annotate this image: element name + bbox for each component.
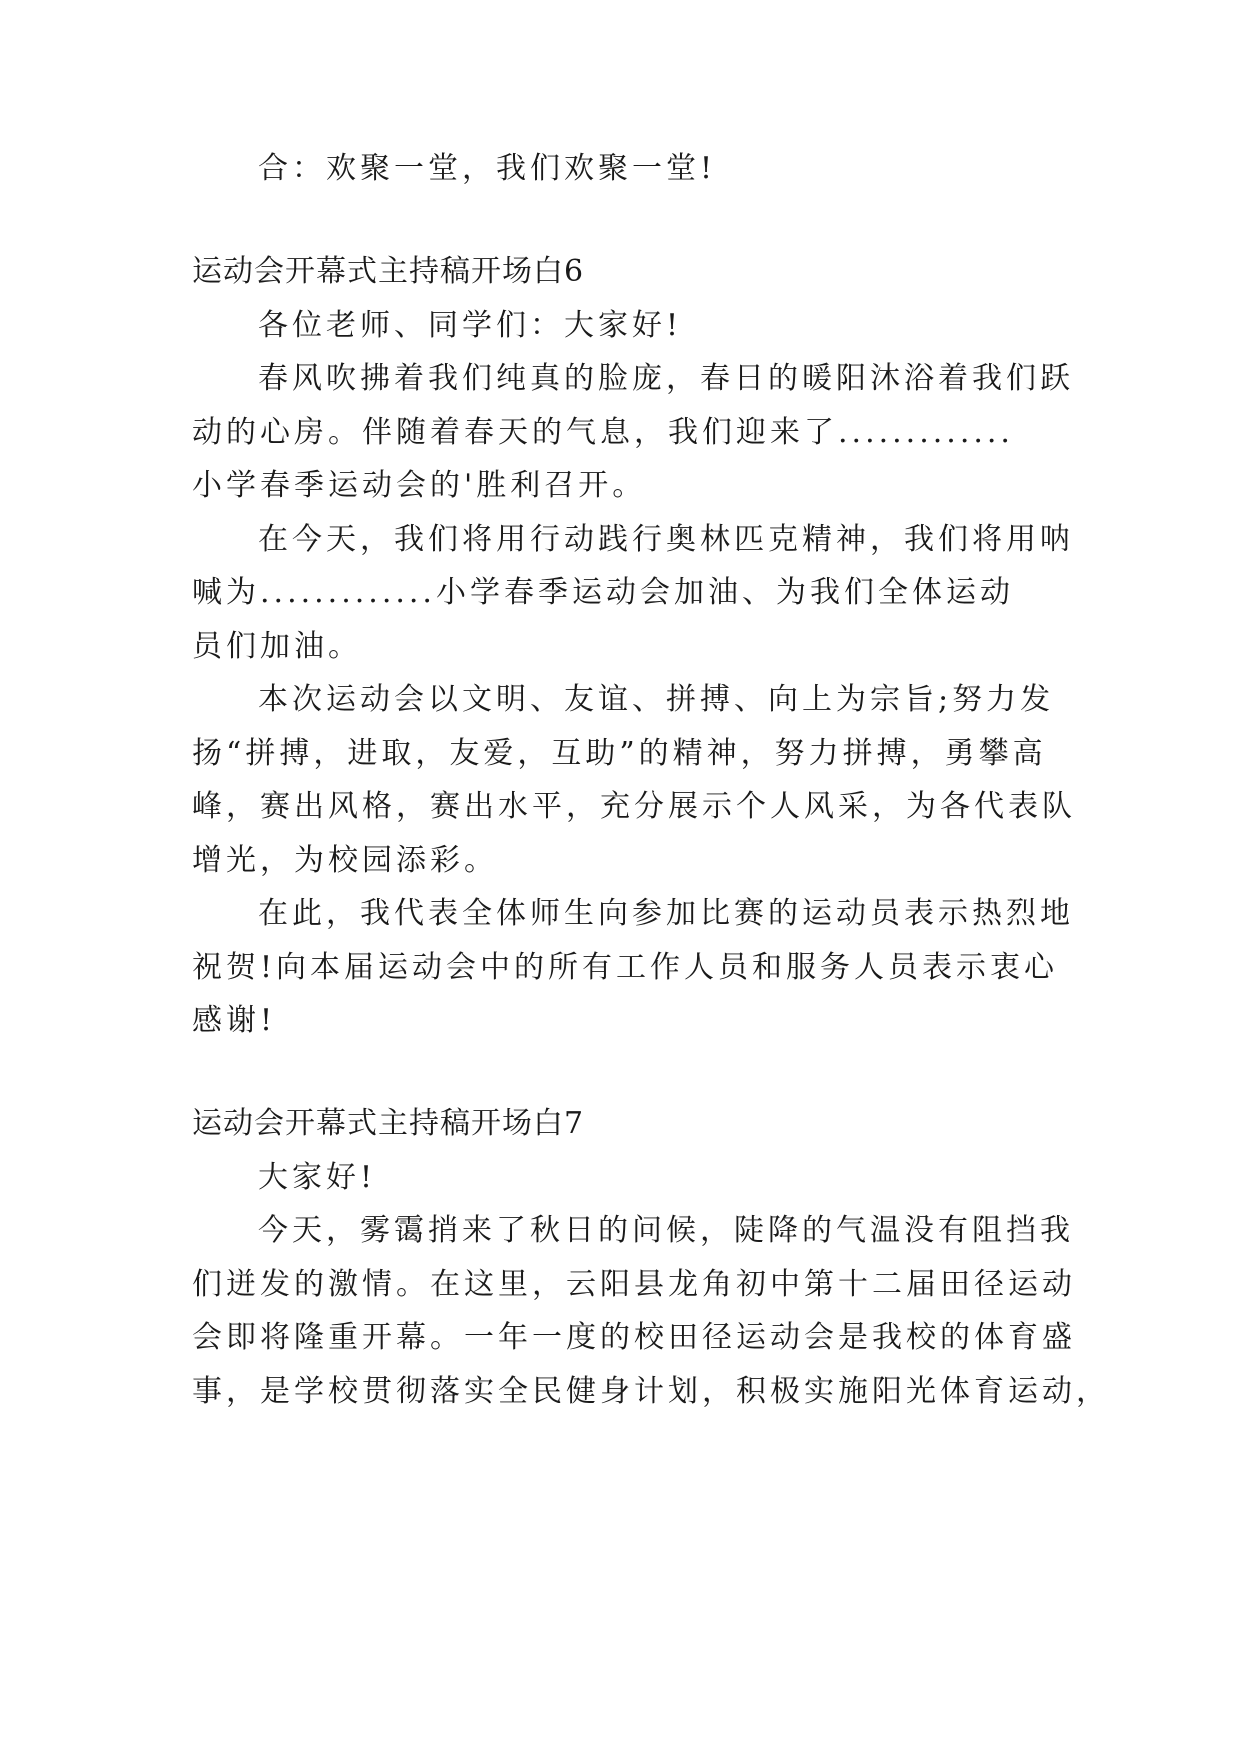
paragraph-line: 扬“拼搏，进取，友爱，互助”的精神，努力拼搏，勇攀高 [192,736,1047,771]
section-title-7: 运动会开幕式主持稿开场白7 [192,1106,585,1141]
paragraph-line: 祝贺!向本届运动会中的所有工作人员和服务人员表示衷心 [192,950,1059,985]
paragraph-line: 喊为.............小学春季运动会加油、为我们全体运动 [192,575,1014,610]
paragraph-line: 在此，我代表全体师生向参加比赛的运动员表示热烈地 [258,896,1074,931]
closing-line: 合：欢聚一堂，我们欢聚一堂! [258,151,717,186]
paragraph-line: 在今天，我们将用行动践行奥林匹克精神，我们将用呐 [258,522,1074,557]
paragraph-line: 员们加油。 [192,629,362,664]
paragraph-line: 春风吹拂着我们纯真的脸庞，春日的暖阳沐浴着我们跃 [258,361,1074,396]
greeting-line: 大家好! [258,1160,377,1195]
paragraph-line: 事，是学校贯彻落实全民健身计划，积极实施阳光体育运动， [192,1374,1110,1409]
greeting-line: 各位老师、同学们：大家好! [258,308,683,343]
paragraph-line: 会即将隆重开幕。一年一度的校田径运动会是我校的体育盛 [192,1320,1076,1355]
paragraph-line: 们迸发的激情。在这里，云阳县龙角初中第十二届田径运动 [192,1267,1076,1302]
paragraph-line: 感谢! [192,1003,277,1038]
paragraph-line: 动的心房。伴随着春天的气息，我们迎来了............. [192,415,1014,450]
paragraph-line: 增光，为校园添彩。 [192,843,498,878]
paragraph-line: 小学春季运动会的'胜利召开。 [192,468,647,503]
paragraph-line: 峰，赛出风格，赛出水平，充分展示个人风采，为各代表队 [192,789,1076,824]
paragraph-line: 今天，雾霭捎来了秋日的问候，陡降的气温没有阻挡我 [258,1213,1074,1248]
paragraph-line: 本次运动会以文明、友谊、拼搏、向上为宗旨;努力发 [258,682,1055,717]
section-title-6: 运动会开幕式主持稿开场白6 [192,254,585,289]
